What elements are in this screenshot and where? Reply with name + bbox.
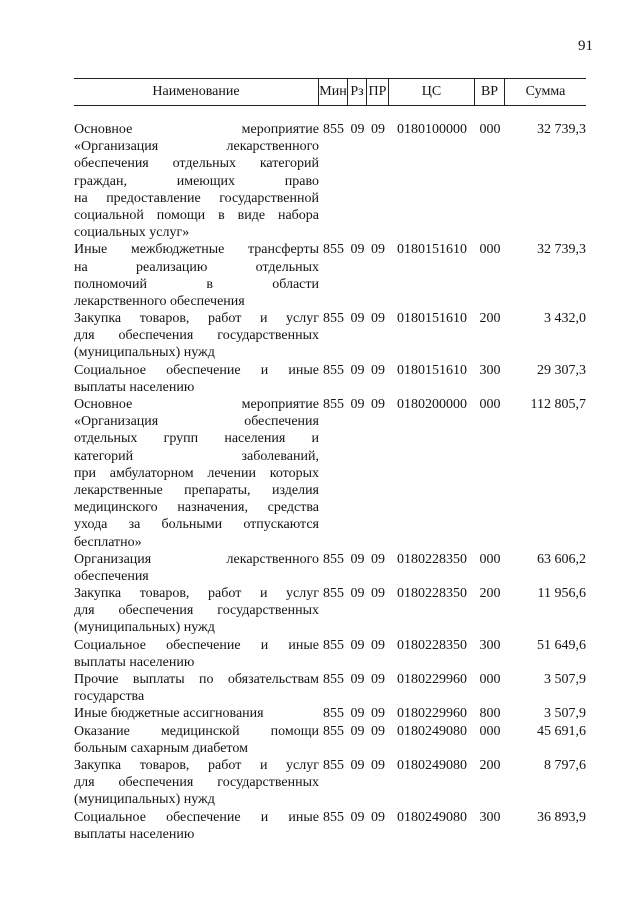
cell-name — [74, 723, 319, 757]
name-line: для обеспечения государственных — [74, 328, 319, 344]
cell-rz: 09 — [350, 311, 365, 327]
cell-rz: 09 — [350, 809, 365, 825]
table-row — [74, 809, 586, 843]
cell-vr: 200 — [479, 586, 501, 602]
cell-vr: 300 — [479, 637, 501, 653]
cell-sum: 32 739,3 — [537, 242, 586, 258]
cell-rz: 09 — [350, 586, 365, 602]
cell-rz: 09 — [350, 637, 365, 653]
cell-pr: 09 — [371, 809, 385, 825]
name-line: выплаты населению — [74, 654, 195, 670]
cell-cs: 0180228350 — [397, 551, 467, 567]
header-vr: ВР — [475, 79, 505, 105]
cell-name — [74, 671, 319, 705]
cell-min: 855 — [323, 672, 344, 687]
cell-vr: 300 — [479, 809, 501, 825]
cell-name — [74, 809, 319, 843]
cell-vr: 000 — [479, 397, 501, 412]
cell-sum: 36 893,9 — [537, 809, 586, 825]
name-line: полномочий в области — [74, 276, 319, 292]
cell-vr: 800 — [479, 706, 501, 722]
name-line: Закупка товаров, работ и услуг — [74, 311, 319, 327]
name-line: бесплатно» — [74, 534, 142, 550]
header-min: Мин — [319, 79, 348, 105]
name-line: для обеспечения государственных — [74, 775, 319, 791]
cell-pr: 09 — [371, 637, 385, 653]
cell-pr: 09 — [371, 757, 385, 773]
name-line: обеспечения — [74, 568, 149, 584]
cell-vr: 200 — [479, 311, 501, 327]
cell-name — [74, 637, 319, 671]
header-pr: ПР — [367, 79, 389, 105]
name-line: социальных услуг» — [74, 225, 190, 241]
name-line: Закупка товаров, работ и услуг — [74, 586, 319, 602]
cell-cs: 0180228350 — [397, 637, 467, 653]
name-line: (муниципальных) нужд — [74, 792, 215, 808]
cell-cs: 0180200000 — [397, 397, 467, 412]
name-line: государства — [74, 689, 145, 705]
cell-name — [74, 396, 319, 551]
cell-name — [74, 241, 319, 310]
cell-vr: 000 — [479, 122, 501, 137]
cell-pr: 09 — [371, 122, 385, 137]
name-line: Прочие выплаты по обязательствам — [74, 672, 319, 687]
table-row — [74, 310, 586, 362]
table-body — [74, 121, 586, 843]
name-line: (муниципальных) нужд — [74, 620, 215, 636]
name-line: выплаты населению — [74, 826, 195, 842]
cell-min: 855 — [323, 242, 344, 258]
cell-sum: 3 432,0 — [544, 311, 586, 327]
name-line: лекарственные препараты, изделия — [74, 482, 319, 498]
cell-rz: 09 — [350, 757, 365, 773]
cell-cs: 0180229960 — [397, 672, 467, 687]
cell-pr: 09 — [371, 551, 385, 567]
name-line: отдельных групп населения и — [74, 431, 319, 447]
cell-cs: 0180229960 — [397, 706, 467, 722]
budget-table — [74, 78, 586, 843]
cell-vr: 000 — [479, 551, 501, 567]
cell-rz: 09 — [350, 723, 365, 739]
table-row — [74, 362, 586, 396]
cell-pr: 09 — [371, 242, 385, 258]
cell-sum: 11 956,6 — [537, 586, 586, 602]
name-line: «Организация лекарственного — [74, 139, 319, 155]
header-cs: ЦС — [389, 79, 475, 105]
name-line: (муниципальных) нужд — [74, 345, 215, 361]
cell-cs: 0180151610 — [397, 362, 467, 378]
table-row — [74, 585, 586, 637]
cell-name — [74, 362, 319, 396]
cell-sum: 3 507,9 — [544, 706, 586, 722]
cell-cs: 0180249080 — [397, 723, 467, 739]
name-line: при амбулаторном лечении которых — [74, 465, 319, 481]
cell-pr: 09 — [371, 397, 385, 412]
cell-min: 855 — [323, 551, 344, 567]
table-header — [74, 78, 586, 106]
name-line: Основное мероприятие — [74, 122, 319, 137]
name-line: Оказание медицинской помощи — [74, 723, 319, 739]
name-line: ухода за больными отпускаются — [74, 517, 319, 533]
name-line: Основное мероприятие — [74, 397, 319, 412]
cell-rz: 09 — [350, 551, 365, 567]
name-line: медицинского назначения, средства — [74, 500, 319, 516]
cell-vr: 000 — [479, 672, 501, 687]
name-line: Организация лекарственного — [74, 551, 319, 567]
name-line: Иные бюджетные ассигнования — [74, 706, 264, 722]
cell-name — [74, 585, 319, 637]
page-number: 91 — [578, 38, 593, 54]
cell-rz: 09 — [350, 242, 365, 258]
table-row — [74, 671, 586, 705]
name-line: Закупка товаров, работ и услуг — [74, 757, 319, 773]
cell-min: 855 — [323, 311, 344, 327]
cell-name — [74, 757, 319, 809]
cell-sum: 29 307,3 — [537, 362, 586, 378]
cell-rz: 09 — [350, 362, 365, 378]
cell-pr: 09 — [371, 723, 385, 739]
cell-pr: 09 — [371, 672, 385, 687]
name-line: выплаты населению — [74, 379, 195, 395]
cell-pr: 09 — [371, 362, 385, 378]
cell-cs: 0180228350 — [397, 586, 467, 602]
name-line: «Организация обеспечения — [74, 414, 319, 430]
name-line: обеспечения отдельных категорий — [74, 156, 319, 172]
cell-vr: 300 — [479, 362, 501, 378]
cell-sum: 8 797,6 — [544, 757, 586, 773]
cell-rz: 09 — [350, 397, 365, 412]
name-line: на предоставление государственной — [74, 190, 319, 206]
table-row — [74, 396, 586, 551]
table-row — [74, 705, 586, 722]
name-line: Иные межбюджетные трансферты — [74, 242, 319, 258]
cell-pr: 09 — [371, 706, 385, 722]
cell-sum: 112 805,7 — [530, 397, 586, 412]
cell-pr: 09 — [371, 586, 385, 602]
cell-min: 855 — [323, 723, 344, 739]
table-row — [74, 551, 586, 585]
table-row — [74, 241, 586, 310]
cell-min: 855 — [323, 362, 344, 378]
cell-min: 855 — [323, 809, 344, 825]
cell-vr: 000 — [479, 723, 501, 739]
table-row — [74, 121, 586, 241]
cell-cs: 0180151610 — [397, 311, 467, 327]
header-sum: Сумма — [525, 84, 566, 99]
cell-rz: 09 — [350, 122, 365, 137]
name-line: Социальное обеспечение и иные — [74, 809, 319, 825]
cell-vr: 200 — [479, 757, 501, 773]
table-row — [74, 723, 586, 757]
cell-rz: 09 — [350, 706, 365, 722]
cell-min: 855 — [323, 637, 344, 653]
cell-min: 855 — [323, 122, 344, 137]
cell-name — [74, 310, 319, 362]
name-line: Социальное обеспечение и иные — [74, 637, 319, 653]
cell-pr: 09 — [371, 311, 385, 327]
name-line: граждан, имеющих право — [74, 173, 319, 189]
name-line: больным сахарным диабетом — [74, 740, 248, 756]
cell-min: 855 — [323, 586, 344, 602]
cell-min: 855 — [323, 706, 344, 722]
cell-sum: 45 691,6 — [537, 723, 586, 739]
cell-sum: 51 649,6 — [537, 637, 586, 653]
cell-name — [74, 551, 319, 585]
name-line: Социальное обеспечение и иные — [74, 362, 319, 378]
cell-vr: 000 — [479, 242, 501, 258]
cell-sum: 32 739,3 — [537, 122, 586, 137]
cell-name — [74, 121, 319, 241]
cell-cs: 0180249080 — [397, 809, 467, 825]
cell-min: 855 — [323, 757, 344, 773]
cell-sum: 63 606,2 — [537, 551, 586, 567]
cell-cs: 0180151610 — [397, 242, 467, 258]
cell-min: 855 — [323, 397, 344, 412]
header-name: Наименование — [74, 79, 319, 105]
name-line: для обеспечения государственных — [74, 603, 319, 619]
table-row — [74, 757, 586, 809]
name-line: на реализацию отдельных — [74, 259, 319, 275]
name-line: категорий заболеваний, — [74, 448, 319, 464]
cell-name — [74, 705, 319, 722]
name-line: лекарственного обеспечения — [74, 293, 245, 309]
cell-rz: 09 — [350, 672, 365, 687]
cell-sum: 3 507,9 — [544, 672, 586, 687]
cell-cs: 0180249080 — [397, 757, 467, 773]
name-line: социальной помощи в виде набора — [74, 207, 319, 223]
cell-cs: 0180100000 — [397, 122, 467, 137]
table-row — [74, 637, 586, 671]
header-rz: Рз — [348, 79, 367, 105]
